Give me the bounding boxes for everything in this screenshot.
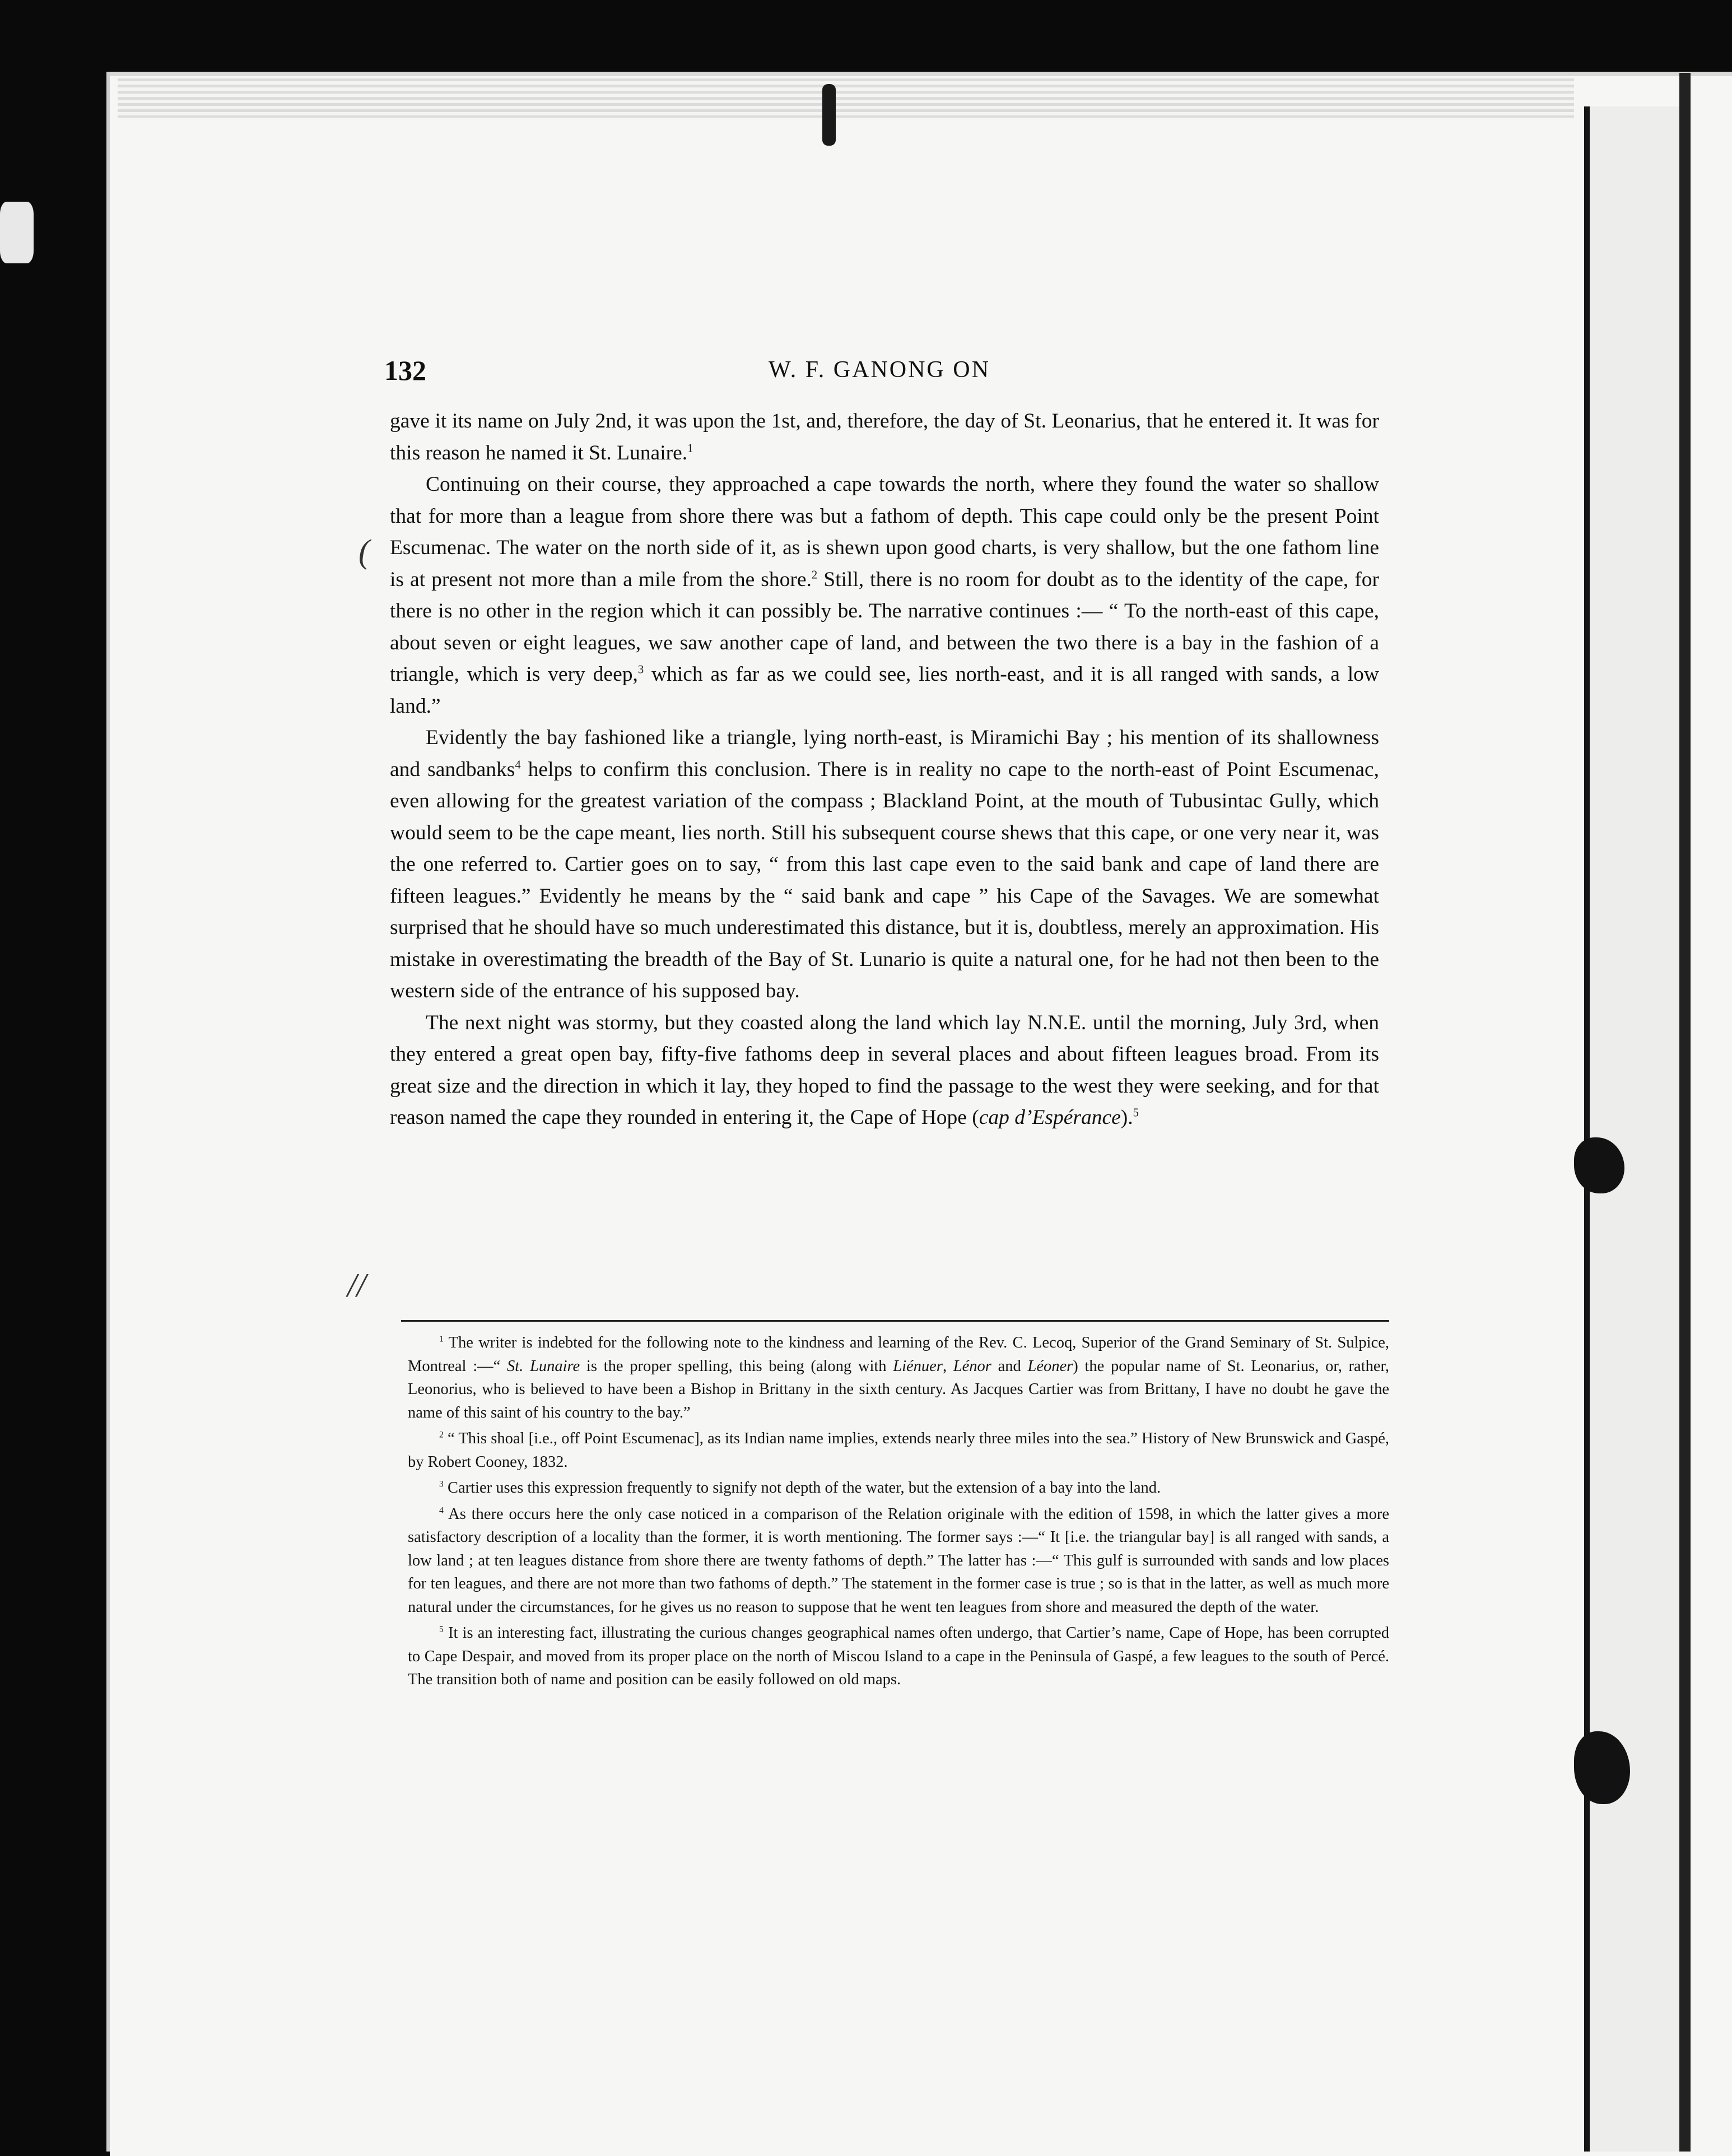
adjacent-page-strip bbox=[1584, 106, 1691, 2152]
page-number: 132 bbox=[384, 355, 426, 386]
footnote-divider bbox=[401, 1320, 1389, 1322]
footnote-ref-3: 3 bbox=[637, 663, 644, 676]
margin-double-slash-mark: // bbox=[347, 1267, 366, 1304]
footnote-4: $^4$ As there occurs here the only case noticed in a comparison of the Relation originale with the edition of 1598, in which the latter gives a more satisfactory description of a locality than the former, it is worth mentioning. The former says :—“ It [i.e. the triangular bay] is all ranged with sands, a low land ; at ten leagues distance from shore there are twenty fathoms of depth.” The latter has :—“ This gulf is surrounded with sands and low places for ten leagues, and there are not more than two fathoms of depth.” The statement in the former case is true ; so is that in the latter, as well as much more natural under the circumstances, for he gives us no reason to suppose that he went ten leagues from shore and measured the depth of the water. bbox=[408, 1505, 1389, 1616]
page-top-edge bbox=[118, 78, 1574, 118]
running-head: W. F. GANONG ON bbox=[769, 357, 990, 383]
paragraph-2: Continuing on their course, they approached a cape towards the north, where they found the water so shallow that for more than a league from shore there was but a fathom of depth. This cape could only be the present Point Escumenac. The water on the north side of it, as is shewn upon good charts, is very shallow, but the one fathom line is at present not more than a mile from the shore.$^2$ Still, there is no room for doubt as to the identity of the cape, for there is no other in the region which it can possibly be. The narrative continues :— “ To the north-east of this cape, about seven or eight leagues, we saw another cape of land, and between the two there is a bay in the fashion of a triangle, which is very deep,$^3$ which as far as we could see, lies north-east, and it is all ranged with sands, a low land.” bbox=[390, 473, 1379, 718]
footnote-ref-4: 4 bbox=[515, 759, 521, 771]
footnote-5: $^5$ It is an interesting fact, illustrating the curious changes geographical names often undergo, that Cartier’s name, Cape of Hope, has been corrupted to Cape Despair, and moved from its proper place on the north of Miscou Island to a cape in the Peninsula of Gaspé, a few leagues to the south of Percé. The transition both of name and position can be easily followed on old maps. bbox=[408, 1624, 1389, 1688]
margin-bracket-mark: ( bbox=[358, 533, 370, 570]
footnote-1: $^1$ The writer is indebted for the following note to the kindness and learning of the Rev. C. Lecoq, Superior of the Grand Seminary of St. Sulpice, Montreal :—“ St. Lunaire is the proper spelling, this being (along with Liénuer, Lénor and Léoner) the popular name of St. Leonarius, or, rather, Leonorius, who is believed to have been a Bishop in Brittany in the sixth century. As Jacques Cartier was from Brittany, I have no doubt he gave the name of this saint of his country to the bay.” bbox=[408, 1334, 1389, 1421]
footnote-ref-1: 1 bbox=[687, 442, 693, 454]
paragraph-4: The next night was stormy, but they coasted along the land which lay N.N.E. until the morning, July 3rd, when they entered a great open bay, fifty-five fathoms deep in several places and about fifteen leagues broad. From its great size and the direction in which it lay, they hoped to find the passage to the west they were seeking, and for that reason named the cape they rounded in entering it, the Cape of Hope (cap d’Espérance).$^5$ bbox=[390, 1011, 1379, 1129]
body-text bbox=[390, 406, 1379, 1134]
page-header bbox=[384, 354, 1381, 399]
footnote-ref-2: 2 bbox=[811, 569, 818, 581]
footnote-3: $^3$ Cartier uses this expression frequently to signify not depth of the water, but the extension of a bay into the land. bbox=[439, 1479, 1161, 1497]
scan-speck bbox=[0, 202, 34, 263]
footnotes bbox=[408, 1331, 1389, 1694]
binding-line bbox=[1679, 73, 1691, 2152]
binding-fold bbox=[822, 84, 836, 146]
footnote-2: $^2$ “ This shoal [i.e., off Point Escumenac], as its Indian name implies, extends nearly three miles into the sea.” History of New Brunswick and Gaspé, by Robert Cooney, 1832. bbox=[408, 1430, 1389, 1471]
paragraph-3: Evidently the bay fashioned like a triangle, lying north-east, is Miramichi Bay ; his mention of its shallowness and sandbanks$^4$ helps to confirm this conclusion. There is in reality no cape to the north-east of Point Escumenac, even allowing for the greatest variation of the compass ; Blackland Point, at the mouth of Tubusintac Gully, which would seem to be the cape meant, lies north. Still his subsequent course shews that this cape, or one very near it, was the one referred to. Cartier goes on to say, “ from this last cape even to the said bank and cape of land there are fifteen leagues.” Evidently he means by the “ said bank and cape ” his Cape of the Savages. We are somewhat surprised that he should have so much underestimated this distance, but it is, doubtless, merely an approximation. His mistake in overestimating the breadth of the Bay of St. Lunario is quite a natural one, for he had not then been to the western side of the entrance of his supposed bay. bbox=[390, 726, 1379, 1002]
paragraph-1: gave it its name on July 2nd, it was upon the 1st, and, therefore, the day of St. Leonarius, that he entered it. It was for this reason he named it St. Lunaire.$^1$ bbox=[390, 410, 1379, 464]
footnote-ref-5: 5 bbox=[1133, 1107, 1139, 1119]
